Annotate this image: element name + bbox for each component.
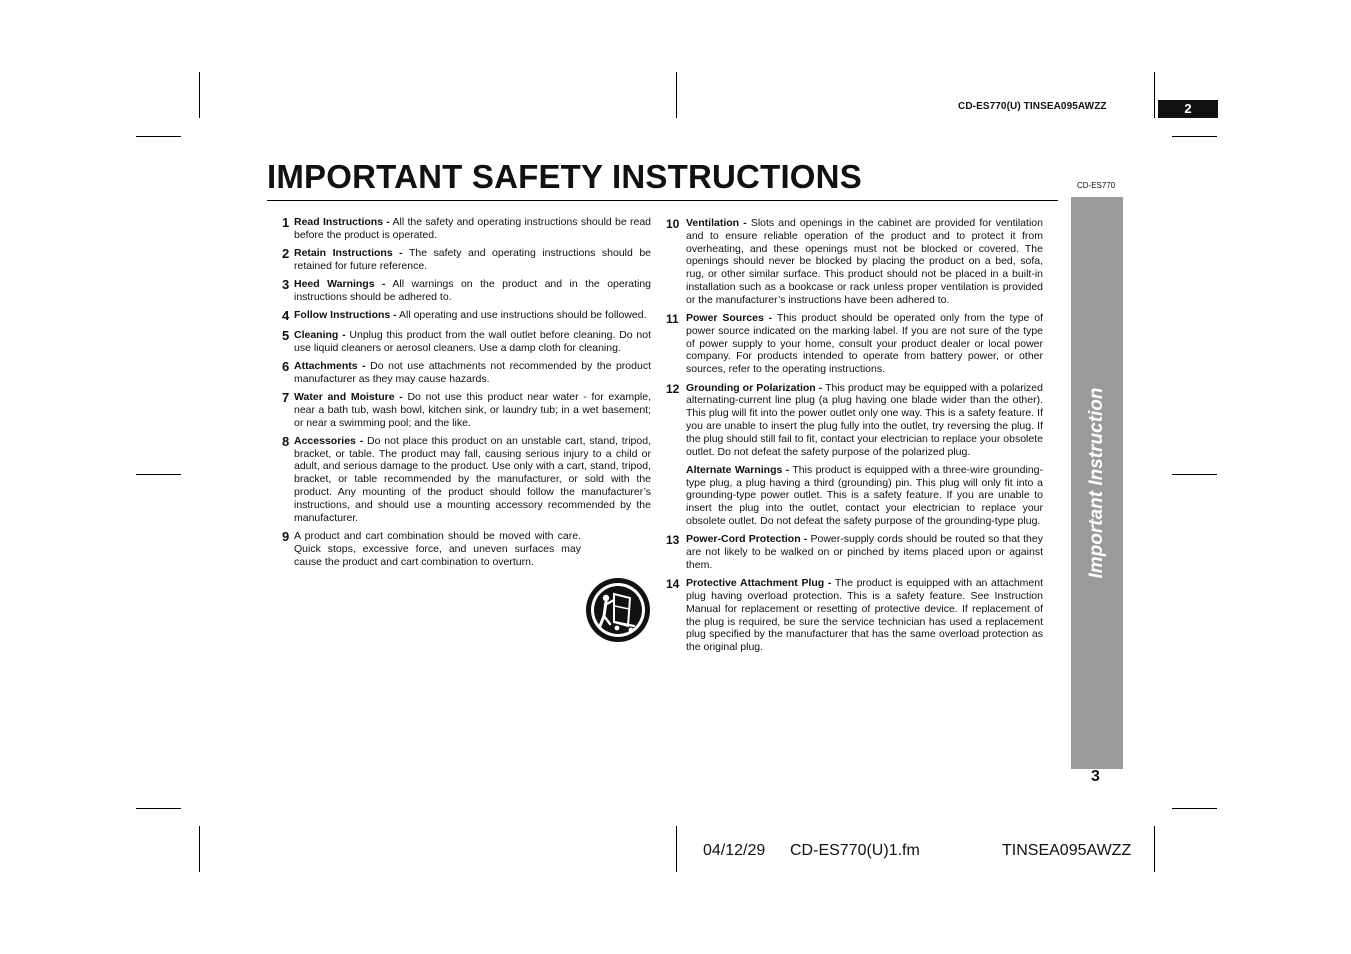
item-label: Power-Cord Protection - <box>686 533 808 546</box>
footer-file: CD-ES770(U)1.fm <box>790 842 920 859</box>
item-number: 14 <box>666 577 680 592</box>
item-label: Cleaning - <box>294 328 346 341</box>
item-text: This product should be operated only from the type of power source indicated on the marking label. If you are not sure of the type of power supply to your home, consult your product dealer or local power company. For products intended to operate from battery power, or other sources, refer to the operating instructions. <box>686 312 1043 376</box>
item-text: Do not place this product on an unstable cart, stand, tripod, bracket, or table. The product may fall, causing serious injury to a child or adult, and serious damage to the product. Use only with a cart, stand, tripod, bracket, or table recommended by the manufacturer, or sold with the product. Any mounting of the product should follow the manufacturer’s instructions, and should use a mounting accessory recommended by the manufacturer. <box>294 434 651 524</box>
item-label: Retain Instructions - <box>294 247 403 260</box>
item-text: Do not use attachments not recommended by the product manufacturer as they may cause hazards. <box>294 359 651 385</box>
crop-mark <box>676 72 677 118</box>
item-number: 8 <box>282 433 290 449</box>
item-text: All warnings on the product and in the operating instructions should be adhered to. <box>294 278 651 303</box>
crop-mark <box>199 72 200 118</box>
item-label: Protective Attachment Plug - <box>686 577 832 590</box>
item-label: Alternate Warnings - <box>686 463 790 476</box>
item-label: Water and Moisture - <box>294 390 403 403</box>
item-text: Power-supply cords should be routed so that they are not likely to be walked on or pinched by items placed upon or against them. <box>686 533 1043 571</box>
left-column <box>282 216 651 574</box>
item-number: 11 <box>666 312 679 327</box>
instruction-item <box>666 533 1043 571</box>
item-number: 2 <box>282 246 290 262</box>
item-number: 5 <box>282 327 290 343</box>
instruction-item <box>282 360 651 386</box>
instruction-item <box>282 247 651 273</box>
instruction-item <box>282 530 651 568</box>
item-label: Follow Instructions - <box>294 309 397 322</box>
item-label: Accessories - <box>294 434 364 447</box>
item-label: Power Sources - <box>686 312 773 325</box>
instruction-item <box>666 312 1043 376</box>
item-text: All operating and use instructions should be followed. <box>396 309 647 322</box>
item-text: Do not use this product near water - for example, near a bath tub, wash bowl, kitchen sink, or laundry tub; in a wet basement; or near a swimming pool; and the like. <box>294 390 651 429</box>
item-number: 13 <box>666 533 680 548</box>
instruction-item <box>282 309 651 323</box>
item-text: This product may be equipped with a polarized alternating-current line plug (a plug having one blade wider than the other). This plug will fit into the power outlet only one way. This is a safety feature. If you are unable to insert the plug fully into the outlet, try reversing the plug. If the plug should still fail to fit, contact your electrician to replace your obsolete outlet. Do not defeat the safety purpose of the polarized plug. <box>686 381 1043 458</box>
crop-mark <box>136 474 181 475</box>
instruction-item <box>666 382 1043 459</box>
item-number: 6 <box>282 358 290 374</box>
item-number: 12 <box>666 381 680 396</box>
side-tab-label: Important Instruction <box>1086 387 1107 579</box>
item-text: The product is equipped with an attachment plug having overload protection. This is a safety feature. See Instruction Manual for replacement or resetting of protective device. If replacement of the plug is required, be sure the service technician has used a replacement plug specified by the manufacturer that has the same overload protection as the original plug. <box>686 577 1044 654</box>
instruction-item <box>282 216 651 242</box>
footer-code: TINSEA095AWZZ <box>1002 842 1132 859</box>
instruction-item <box>282 329 651 355</box>
page-badge: 2 <box>1158 100 1218 118</box>
instruction-item <box>282 278 651 304</box>
item-label: Heed Warnings - <box>294 278 386 291</box>
cart-tipover-warning-icon <box>584 576 652 644</box>
crop-mark <box>1154 826 1155 872</box>
page-title: IMPORTANT SAFETY INSTRUCTIONS <box>267 158 862 195</box>
item-text: The safety and operating instructions should be retained for future reference. <box>294 247 651 272</box>
item-text: A product and cart combination should be moved with care. Quick stops, excessive force, and uneven surfaces may cause the product and cart combination to overturn. <box>294 529 581 568</box>
item-text: Unplug this product from the wall outlet before cleaning. Do not use liquid cleaners or aerosol cleaners. Use a damp cloth for cleaning. <box>294 328 651 354</box>
item-number: 7 <box>282 389 290 405</box>
alternate-warnings <box>686 464 1043 528</box>
instruction-item <box>282 391 651 429</box>
item-label: Ventilation - <box>686 217 747 229</box>
crop-mark <box>136 808 181 809</box>
instruction-item <box>666 577 1043 654</box>
crop-mark <box>1172 474 1217 475</box>
crop-mark <box>1172 808 1217 809</box>
item-label: Attachments - <box>294 359 366 372</box>
item-text: All the safety and operating instructions should be read before the product is operated. <box>294 216 651 241</box>
crop-mark <box>136 136 181 137</box>
item-number: 4 <box>282 308 290 324</box>
item-text: This product is equipped with a three-wire grounding-type plug, a plug having a third (grounding) pin. This plug will only fit into a grounding-type power outlet. This is a safety feature. If you are unable to insert the plug into the outlet, contact your electrician to replace your obsolete outlet. Do not defeat the safety purpose of the grounding-type plug. <box>686 463 1043 528</box>
side-tab <box>1071 197 1123 769</box>
item-number: 9 <box>282 528 290 544</box>
item-label: Read Instructions - <box>294 216 390 228</box>
instruction-item <box>282 435 651 525</box>
crop-mark <box>1154 72 1155 118</box>
crop-mark <box>676 826 677 872</box>
instruction-item <box>666 217 1043 307</box>
item-text: Slots and openings in the cabinet are provided for ventilation and to ensure reliable operation of the product and to protect it from overheating, and these openings must not be blocked or covered. The openings should never be blocked by placing the product on a bed, sofa, rug, or other similar surface. This product should not be placed in a built-in installation such as a bookcase or rack unless proper ventilation is provided or the manufacturer’s instructions have been adhered to. <box>686 217 1043 306</box>
item-label: Grounding or Polarization - <box>686 381 823 394</box>
right-column <box>666 217 1043 660</box>
item-number: 3 <box>282 277 290 293</box>
item-number: 10 <box>666 217 680 231</box>
page-number: 3 <box>1091 768 1100 785</box>
title-rule <box>267 200 1058 201</box>
footer-date: 04/12/29 <box>703 842 766 859</box>
crop-mark <box>199 826 200 872</box>
model-label: CD-ES770 <box>1077 181 1116 190</box>
header-code: CD-ES770(U) TINSEA095AWZZ <box>958 101 1107 112</box>
crop-mark <box>1172 136 1217 137</box>
item-number: 1 <box>282 215 290 230</box>
